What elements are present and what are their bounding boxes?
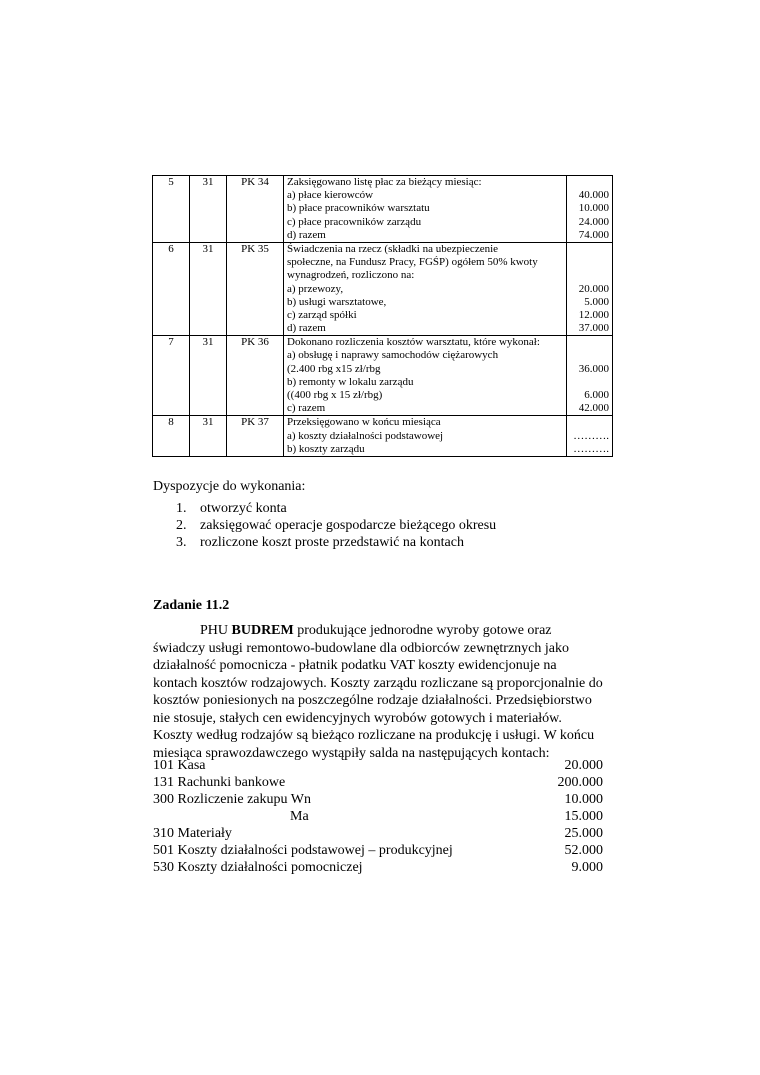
account-balance: 200.000 — [557, 775, 603, 790]
entry-day-cell — [190, 336, 227, 416]
task-title: Zadanie 11.2 — [153, 598, 230, 613]
balance-row — [153, 757, 603, 774]
description-line: a) obsługę i naprawy samochodów ciężarowych — [287, 349, 499, 362]
amount-value: 5.000 — [584, 295, 609, 308]
account-balance: 15.000 — [564, 809, 603, 824]
entry-number-cell — [153, 336, 190, 416]
description-line: d) razem — [287, 322, 326, 335]
amount-value — [567, 269, 612, 282]
amount-value: ………. — [573, 442, 609, 455]
amount-value: ………. — [573, 429, 609, 442]
paragraph-line — [153, 675, 613, 693]
entry-day: 31 — [202, 336, 214, 349]
entry-number-cell — [153, 416, 190, 457]
entry-document-cell — [227, 416, 284, 457]
account-balance: 52.000 — [564, 843, 603, 858]
description-line: a) przewozy, — [287, 282, 344, 295]
balance-row — [153, 825, 603, 842]
account-balance: 20.000 — [564, 758, 603, 773]
company-name: BUDREM — [231, 623, 294, 638]
paragraph-line — [153, 622, 613, 640]
description-line: Przeksięgowano w końcu miesiąca — [287, 416, 441, 429]
description-line: wynagrodzeń, rozliczono na: — [287, 269, 415, 282]
entry-number: 8 — [168, 416, 174, 429]
entry-amount-cell — [567, 336, 613, 416]
description-line: Zaksięgowano listę płac za bieżący miesiąc: — [287, 176, 482, 188]
entry-description-cell — [284, 336, 567, 416]
entry-document-cell — [227, 176, 284, 243]
instruction-number: 1. — [176, 501, 187, 516]
amount-value: 74.000 — [578, 228, 609, 241]
description-line: Dokonano rozliczenia kosztów warsztatu, które wykonał: — [287, 336, 540, 349]
paragraph-text: PHU — [200, 623, 232, 638]
ledger-row — [153, 176, 613, 243]
instruction-text: otworzyć konta — [200, 501, 287, 516]
entry-day: 31 — [202, 242, 214, 255]
entry-day-cell — [190, 176, 227, 243]
ledger-row — [153, 336, 613, 416]
ledger-row — [153, 416, 613, 457]
description-line: b) koszty zarządu — [287, 442, 365, 455]
paragraph-line — [153, 710, 613, 728]
paragraph-text: działalność pomocnicza - płatnik podatku VAT koszty ewidencjonuje na — [153, 658, 557, 673]
balance-row — [153, 774, 603, 791]
amount-value — [567, 256, 612, 269]
entry-document: PK 36 — [241, 336, 269, 349]
instruction-item — [153, 517, 496, 534]
account-name: 310 Materiały — [153, 826, 232, 841]
instruction-text: rozliczone koszt proste przedstawić na kontach — [200, 535, 464, 550]
entry-document: PK 37 — [241, 416, 269, 429]
description-line: d) razem — [287, 228, 326, 241]
entry-number: 5 — [168, 176, 174, 188]
amount-value: 24.000 — [578, 215, 609, 228]
instruction-number: 2. — [176, 518, 187, 533]
paragraph-text: Koszty według rodzajów są bieżąco rozliczane na produkcję i usługi. W końcu — [153, 728, 595, 743]
entry-document: PK 34 — [241, 176, 269, 188]
account-name: Ma — [290, 809, 309, 824]
account-name: 300 Rozliczenie zakupu Wn — [153, 792, 311, 807]
description-line: c) razem — [287, 402, 326, 415]
account-balance: 25.000 — [564, 826, 603, 841]
instructions-list — [153, 500, 496, 551]
amount-value: 42.000 — [578, 402, 609, 415]
paragraph-line — [153, 640, 613, 658]
amount-value — [567, 176, 612, 189]
entry-amount-cell — [567, 242, 613, 335]
account-name: 101 Kasa — [153, 758, 206, 773]
description-line: a) płace kierowców — [287, 189, 374, 202]
entry-day: 31 — [202, 416, 214, 429]
entry-day-cell — [190, 242, 227, 335]
amount-value: 37.000 — [578, 322, 609, 335]
description-line: (2.400 rbg x15 zł/rbg — [287, 362, 381, 375]
description-line: społeczne, na Fundusz Pracy, FGŚP) ogółem 50% kwoty — [287, 256, 538, 269]
amount-value: 40.000 — [578, 189, 609, 202]
paragraph-line — [153, 692, 613, 710]
entry-number-cell — [153, 242, 190, 335]
task-description — [153, 622, 613, 762]
instruction-text: zaksięgować operacje gospodarcze bieżącego okresu — [200, 518, 497, 533]
balance-row — [153, 842, 603, 859]
paragraph-text: kosztów poniesionych na poszczególne rodzaje działalności. Przedsiębiorstwo — [153, 693, 592, 708]
balance-row — [153, 791, 603, 808]
account-balances — [153, 757, 603, 876]
paragraph-line — [153, 657, 613, 675]
entry-description-cell — [284, 416, 567, 457]
amount-value: 36.000 — [578, 362, 609, 375]
paragraph-text: produkujące jednorodne wyroby gotowe oraz — [293, 623, 552, 638]
amount-value: 20.000 — [578, 282, 609, 295]
instruction-item — [153, 534, 496, 551]
amount-value — [567, 416, 612, 429]
entry-number: 7 — [168, 336, 174, 349]
ledger-table — [152, 175, 613, 457]
paragraph-text: nie stosuje, stałych cen ewidencyjnych wyrobów gotowych i materiałów. — [153, 710, 562, 726]
account-balance: 9.000 — [571, 860, 603, 875]
entry-document-cell — [227, 336, 284, 416]
account-name: 501 Koszty działalności podstawowej – produkcyjnej — [153, 843, 453, 858]
description-line: b) usługi warsztatowe, — [287, 295, 387, 308]
amount-value — [567, 243, 612, 256]
instructions-heading: Dyspozycje do wykonania: — [153, 479, 306, 494]
description-line: ((400 rbg x 15 zł/rbg) — [287, 389, 383, 401]
amount-value: 6.000 — [584, 389, 609, 401]
amount-value — [567, 376, 612, 389]
description-line: Świadczenia na rzecz (składki na ubezpieczenie — [287, 242, 499, 255]
instruction-item — [153, 500, 496, 517]
account-name: 530 Koszty działalności pomocniczej — [153, 860, 363, 875]
amount-value — [567, 336, 612, 349]
account-balance: 10.000 — [564, 792, 603, 807]
entry-description-cell — [284, 176, 567, 243]
instruction-number: 3. — [176, 535, 187, 550]
entry-description-cell — [284, 242, 567, 335]
amount-value: 10.000 — [578, 202, 609, 215]
paragraph-text: świadczy usługi remontowo-budowlane dla odbiorców zewnętrznych jako — [153, 640, 569, 656]
paragraph-text: miesiąca sprawozdawczego wystąpiły salda na następujących kontach: — [153, 745, 550, 761]
balance-row — [153, 808, 603, 825]
entry-day: 31 — [202, 176, 214, 188]
account-name: 131 Rachunki bankowe — [153, 775, 286, 790]
entry-amount-cell — [567, 176, 613, 243]
amount-value: 12.000 — [578, 308, 609, 321]
entry-document-cell — [227, 242, 284, 335]
entry-number-cell — [153, 176, 190, 243]
entry-document: PK 35 — [241, 242, 269, 255]
entry-number: 6 — [168, 242, 174, 255]
description-line: c) zarząd spółki — [287, 308, 357, 321]
paragraph-text: kontach kosztów rodzajowych. Koszty zarządu rozliczane są proporcjonalnie do — [153, 675, 603, 691]
balance-row — [153, 859, 603, 876]
entry-day-cell — [190, 416, 227, 457]
description-line: b) remonty w lokalu zarządu — [287, 375, 414, 388]
description-line: c) płace pracowników zarządu — [287, 215, 422, 228]
entry-amount-cell — [567, 416, 613, 457]
amount-value — [567, 349, 612, 362]
paragraph-line — [153, 727, 613, 745]
description-line: b) płace pracowników warsztatu — [287, 202, 430, 215]
description-line: a) koszty działalności podstawowej — [287, 429, 444, 442]
ledger-row — [153, 242, 613, 335]
